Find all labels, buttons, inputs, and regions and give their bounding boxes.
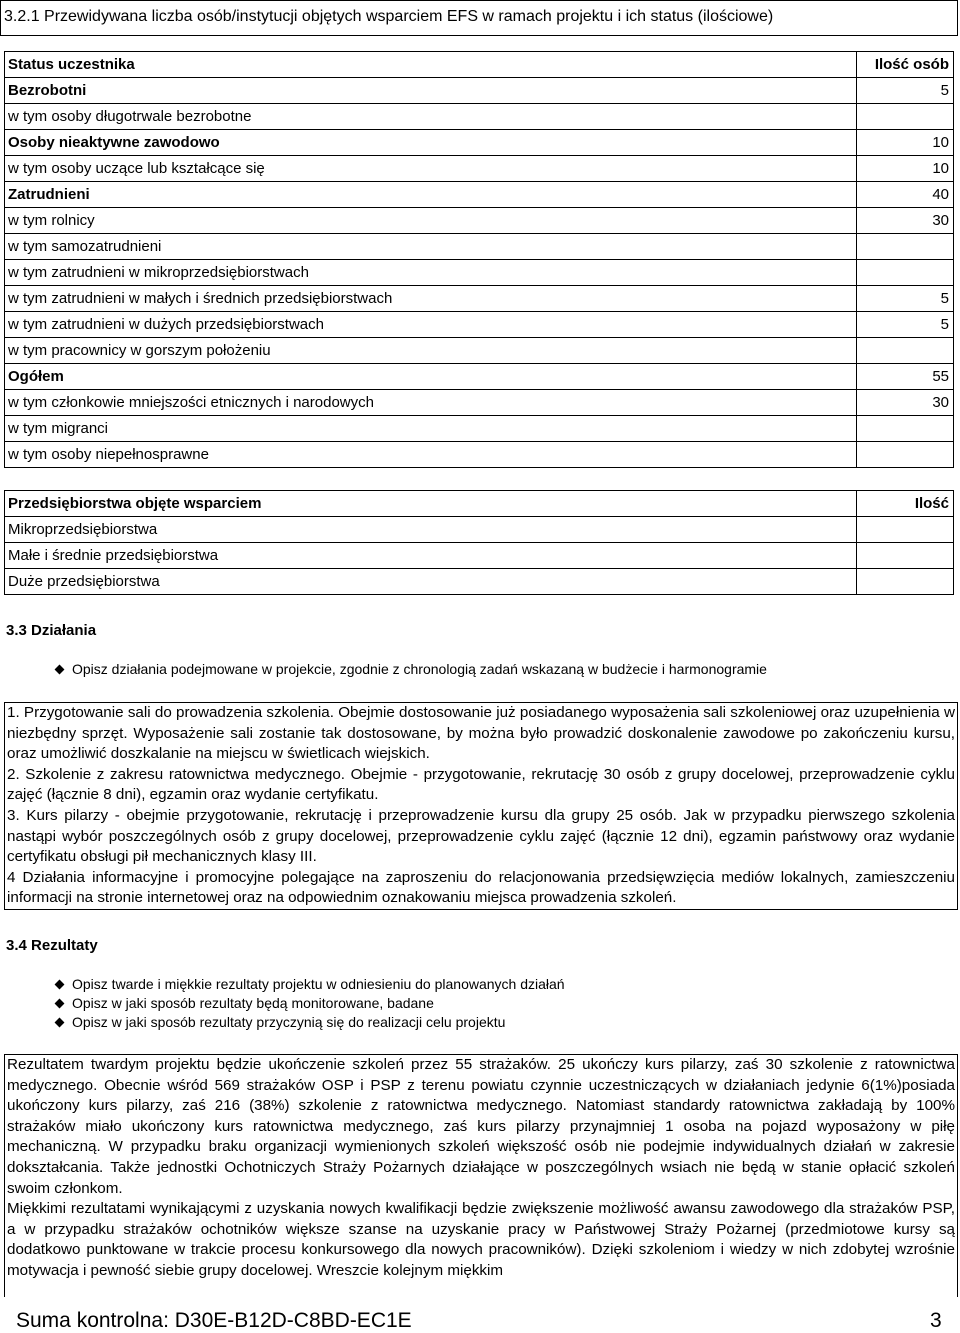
paragraph: 3. Kurs pilarzy - obejmie przygotowanie, rekrutację i przeprowadzenie kursu dla grupy 25 osób. Jak w przypadku pierwszego szkolenia nastąpi wybór poszczególnych osób z grupy docelowej, przeprowadzenie cyklu zajęć (łącznie 12 dni), egzamin państwowy oraz wydanie certyfikatu obsługi pił mechanicznych klasy III. (7, 806, 955, 866)
status-count: 5 (857, 78, 954, 104)
list-item: Opisz twarde i miękkie rezultaty projektu w odniesieniu do planowanych działań (56, 976, 565, 992)
status-count (857, 338, 954, 364)
table-row (5, 156, 954, 182)
status-count: 5 (857, 312, 954, 338)
status-label: w tym osoby uczące lub kształcące się (5, 156, 857, 182)
table-row (5, 338, 954, 364)
table-row (5, 182, 954, 208)
status-count: 10 (857, 156, 954, 182)
table-row (5, 78, 954, 104)
status-count: 55 (857, 364, 954, 390)
participants-table (4, 51, 954, 468)
status-label: w tym rolnicy (5, 208, 857, 234)
status-label: w tym zatrudnieni w dużych przedsiębiorstwach (5, 312, 857, 338)
table-row (5, 543, 954, 569)
results-heading: 3.4 Rezultaty (6, 937, 98, 954)
results-text (4, 1054, 958, 1297)
diamond-bullet-icon (55, 980, 65, 990)
status-label: w tym pracownicy w gorszym położeniu (5, 338, 857, 364)
header-status: Status uczestnika (5, 52, 857, 78)
paragraph: Miękkimi rezultatami wynikającymi z uzyskania nowych kwalifikacji będzie zwiększenie możliwość awansu zawodowego dla strażaków PSP, a w przypadku strażaków ochotników większe szanse na uzyskanie pracy w Państwowej Straży Pożarnej (przedmiotowe kursy są dodatkowo punktowane w trakcie procesu konkursowego dla nowych pracowników). Dzięki szkoleniom i wiedzy w nich zdobytej wzrośnie motywacja i pewność siebie grupy docelowej. Wreszcie kolejnym miękkim (7, 1200, 955, 1279)
header-quantity: Ilość (857, 491, 954, 517)
status-label: Bezrobotni (5, 78, 857, 104)
table-row (5, 130, 954, 156)
table-row (5, 517, 954, 543)
status-count (857, 442, 954, 468)
table-row (5, 234, 954, 260)
status-count: 30 (857, 390, 954, 416)
section-header (0, 0, 958, 36)
section-title: 3.2.1 Przewidywana liczba osób/instytucji objętych wsparciem EFS w ramach projektu i ich status (ilościowe) (4, 8, 774, 25)
status-count (857, 104, 954, 130)
table-row (5, 364, 954, 390)
list-item: Opisz w jaki sposób rezultaty będą monitorowane, badane (56, 995, 434, 1011)
paragraph: Rezultatem twardym projektu będzie ukończenie szkoleń przez 55 strażaków. 25 ukończy kurs pilarzy, zaś 30 szkolenie z ratownictwa medycznego. Obecnie wśród 569 strażaków OSP i PSP z terenu powiatu czynnie uczestniczących w działaniach jedynie 6(1%)posiada ukończony kurs pilarzy, zaś 216 (38%) szkolenie z ratownictwa medycznego. Natomiast standardy ratownictwa zakładają by 100% strażaków miało ukończony kurs ratownictwa medycznego, zaś kurs pilarzy przynajmniej 1 osoba na pojazd wyposażony w piłę mechaniczną. W przypadku braku organizacji wymienionych szkoleń większość osób nie podejmie indywidualnych działań w zakresie dokształcania. Także jednostki Ochotniczych Straży Pożarnych działające w poszczególnych wsiach nie będą w stanie opłacić szkoleń swoim członkom. (7, 1056, 955, 1197)
status-count: 40 (857, 182, 954, 208)
actions-heading: 3.3 Działania (6, 622, 97, 639)
table-row (5, 442, 954, 468)
status-label: Ogółem (5, 364, 857, 390)
list-item: Opisz w jaki sposób rezultaty przyczynią się do realizacji celu projektu (56, 1014, 505, 1030)
status-label: w tym zatrudnieni w małych i średnich przedsiębiorstwach (5, 286, 857, 312)
status-count (857, 416, 954, 442)
table-row (5, 208, 954, 234)
actions-text (4, 702, 958, 910)
diamond-bullet-icon (55, 665, 65, 675)
status-count: 5 (857, 286, 954, 312)
table-row (5, 104, 954, 130)
list-item: Opisz działania podejmowane w projekcie, zgodnie z chronologią zadań wskazaną w budżecie i harmonogramie (56, 661, 767, 677)
status-label: Zatrudnieni (5, 182, 857, 208)
status-label: w tym samozatrudnieni (5, 234, 857, 260)
status-label: w tym zatrudnieni w mikroprzedsiębiorstwach (5, 260, 857, 286)
enterprise-label: Małe i średnie przedsiębiorstwa (5, 543, 857, 569)
paragraph: 4 Działania informacyjne i promocyjne polegające na zaproszeniu do relacjonowania przedsięwzięcia mediów lokalnych, zamieszczeniu informacji na stronie internetowej oraz na odpowiednim oznakowaniu miejsca prowadzenia szkoleń. (7, 868, 955, 907)
paragraph: 2. Szkolenie z zakresu ratownictwa medycznego. Obejmie - przygotowanie, rekrutację 30 osób z grupy docelowej, przeprowadzenie cyklu zajęć (łącznie 8 dni), egzamin oraz wydanie certyfikatu. (7, 765, 955, 804)
enterprise-count (857, 517, 954, 543)
status-label: w tym osoby niepełnosprawne (5, 442, 857, 468)
enterprise-label: Duże przedsiębiorstwa (5, 569, 857, 595)
table-row (5, 390, 954, 416)
page-number: 3 (930, 1309, 942, 1332)
paragraph: 1. Przygotowanie sali do prowadzenia szkolenia. Obejmie dostosowanie już posiadanego wyposażenia sali szkoleniowej oraz uzupełnienia w niezbędny sprzęt. Wyposażenie sali zostanie tak dostosowane, by można było prowadzić doskonalenie zawodowe po zakończeniu kursu, oraz umożliwić doszkalanie na miejscu w świetlicach wiejskich. (7, 704, 955, 763)
enterprise-count (857, 569, 954, 595)
header-count: Ilość osób (857, 52, 954, 78)
table-row (5, 260, 954, 286)
status-label: w tym migranci (5, 416, 857, 442)
status-count (857, 234, 954, 260)
diamond-bullet-icon (55, 1018, 65, 1028)
diamond-bullet-icon (55, 999, 65, 1009)
table-header-row (5, 52, 954, 78)
status-count: 30 (857, 208, 954, 234)
header-enterprises: Przedsiębiorstwa objęte wsparciem (5, 491, 857, 517)
enterprise-label: Mikroprzedsiębiorstwa (5, 517, 857, 543)
table-row (5, 416, 954, 442)
table-row (5, 286, 954, 312)
table-row (5, 569, 954, 595)
table-header-row (5, 491, 954, 517)
table-row (5, 312, 954, 338)
status-count (857, 260, 954, 286)
status-label: Osoby nieaktywne zawodowo (5, 130, 857, 156)
enterprise-count (857, 543, 954, 569)
checksum-footer: Suma kontrolna: D30E-B12D-C8BD-EC1E (16, 1309, 412, 1332)
status-label: w tym osoby długotrwale bezrobotne (5, 104, 857, 130)
status-count: 10 (857, 130, 954, 156)
enterprises-table (4, 490, 954, 595)
status-label: w tym członkowie mniejszości etnicznych i narodowych (5, 390, 857, 416)
